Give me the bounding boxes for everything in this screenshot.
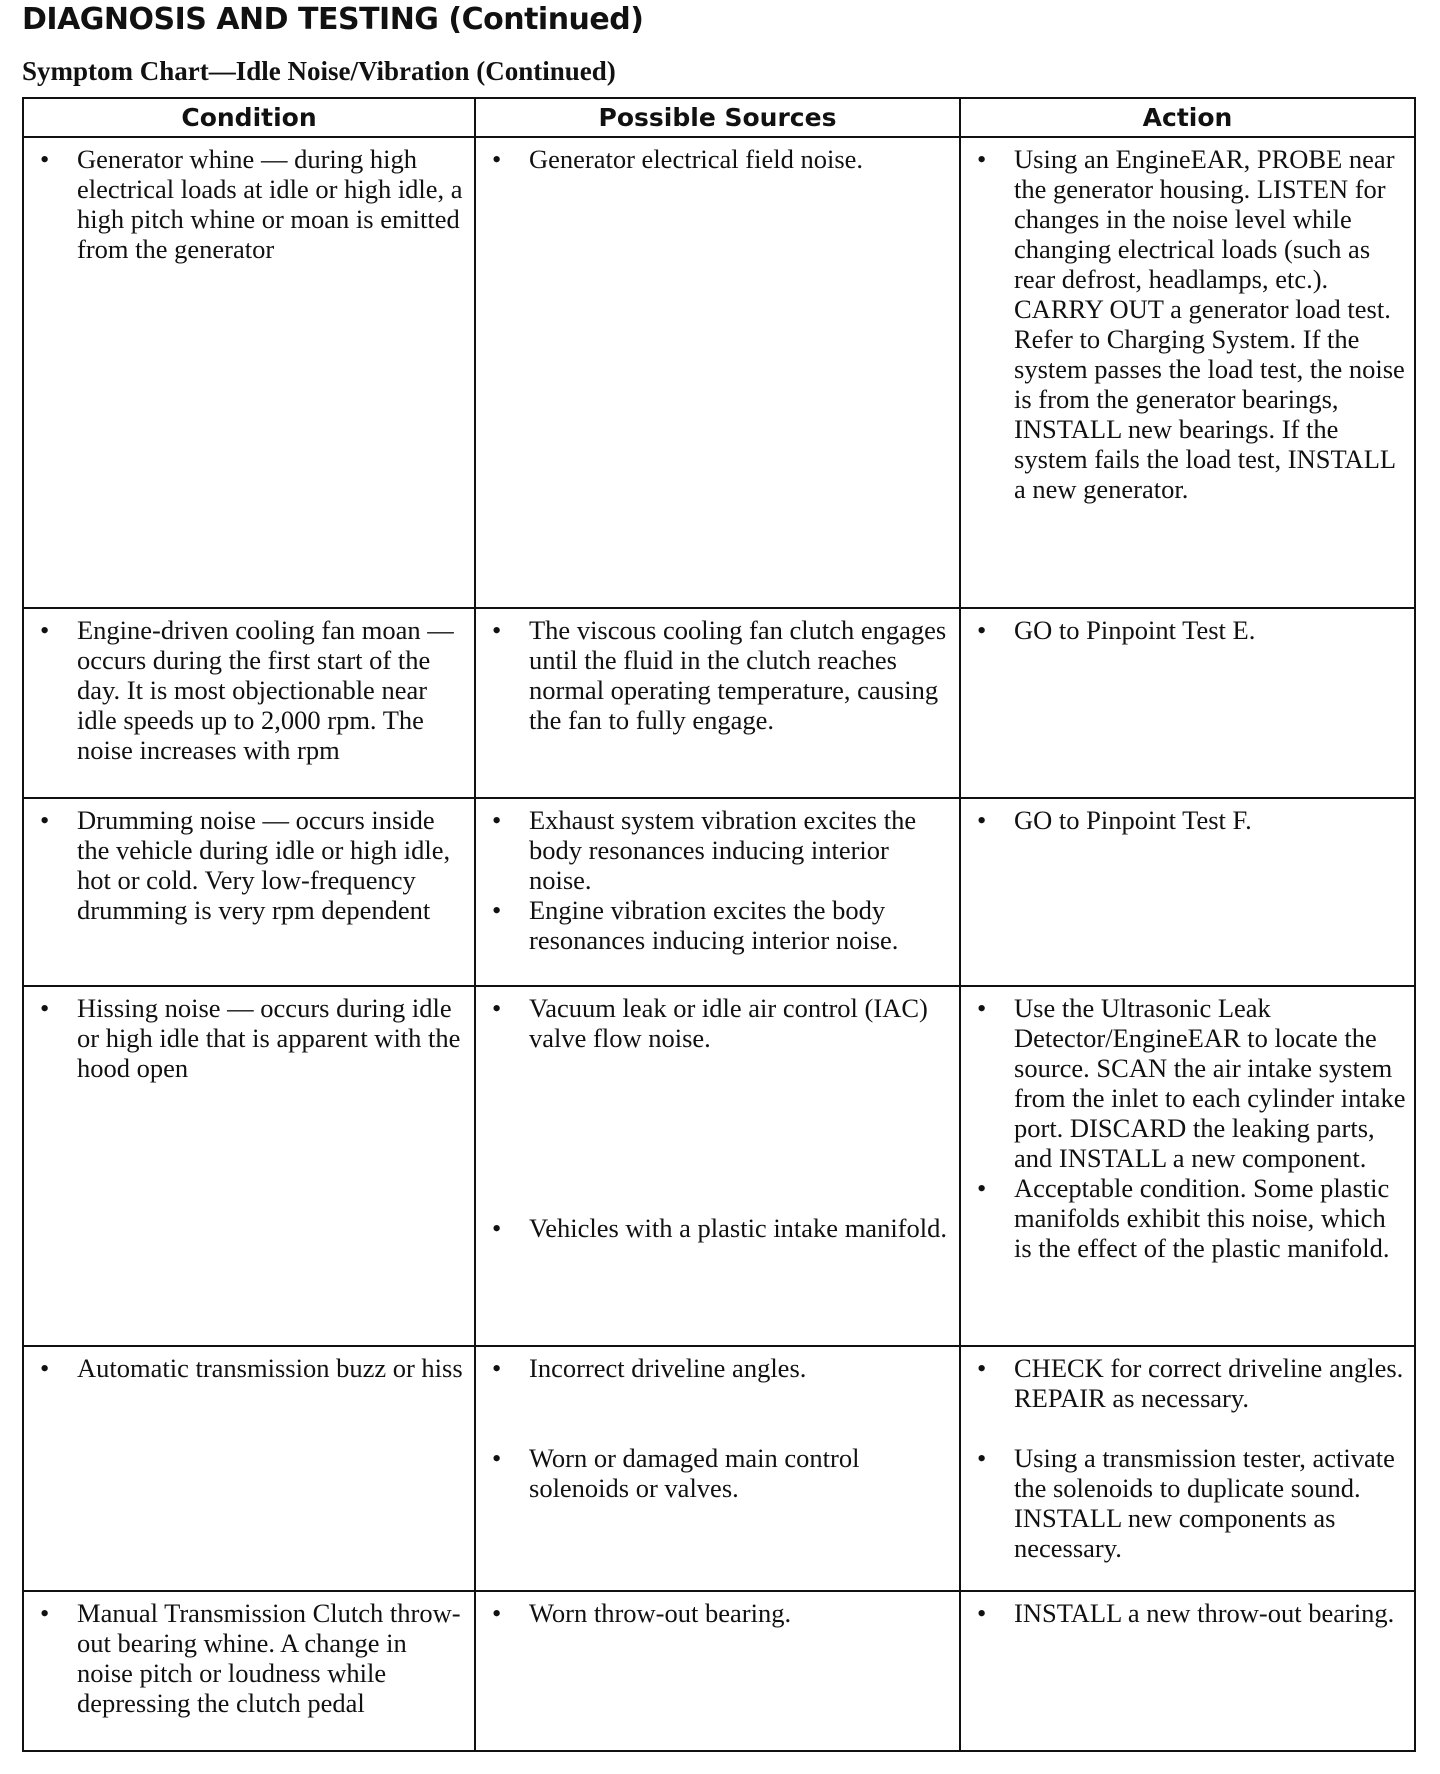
- source-item: • Worn or damaged main control solenoids or valves.: [484, 1443, 951, 1503]
- condition-text: • Manual Transmission Clutch throw-out bearing whine. A change in noise pitch or loudness while depressing the clutch pedal: [32, 1598, 466, 1718]
- action-cell: [960, 798, 1415, 986]
- action-item: • GO to Pinpoint Test E.: [969, 615, 1406, 645]
- sources-cell: [475, 137, 960, 608]
- action-cell: [960, 137, 1415, 608]
- table-row: [23, 608, 1415, 798]
- source-item: • Engine vibration excites the body resonances inducing interior noise.: [484, 895, 951, 955]
- table-row: [23, 137, 1415, 608]
- source-item: • Vacuum leak or idle air control (IAC) valve flow noise.: [484, 993, 951, 1053]
- header-possible-sources: Possible Sources: [475, 98, 960, 137]
- action-item: • CHECK for correct driveline angles. REPAIR as necessary.: [969, 1353, 1406, 1413]
- condition-text: • Generator whine — during high electrical loads at idle or high idle, a high pitch whine or moan is emitted from the generator: [32, 144, 466, 264]
- header-action: Action: [960, 98, 1415, 137]
- condition-cell: [23, 608, 475, 798]
- header-condition: Condition: [23, 98, 475, 137]
- table-row: [23, 1346, 1415, 1591]
- action-item: • Using an EngineEAR, PROBE near the generator housing. LISTEN for changes in the noise level while changing electrical loads (such as rear defrost, headlamps, etc.). CARRY OUT a generator load test. Refer to Charging System. If the system passes the load test, the noise is from the generator bearings, INSTALL new bearings. If the system fails the load test, INSTALL a new generator.: [969, 144, 1406, 504]
- table-row: [23, 1591, 1415, 1751]
- condition-text: • Engine-driven cooling fan moan — occurs during the first start of the day. It is most objectionable near idle speeds up to 2,000 rpm. The noise increases with rpm: [32, 615, 466, 765]
- condition-cell: [23, 137, 475, 608]
- condition-text: • Automatic transmission buzz or hiss: [32, 1353, 466, 1383]
- action-cell: [960, 1591, 1415, 1751]
- header-row: [23, 98, 1415, 137]
- symptom-chart: [22, 97, 1414, 1752]
- condition-cell: [23, 1591, 475, 1751]
- action-item: • GO to Pinpoint Test F.: [969, 805, 1406, 835]
- source-item: • Incorrect driveline angles.: [484, 1353, 951, 1383]
- action-item: • Use the Ultrasonic Leak Detector/EngineEAR to locate the source. SCAN the air intake system from the inlet to each cylinder intake port. DISCARD the leaking parts, and INSTALL a new component.: [969, 993, 1406, 1173]
- action-cell: [960, 1346, 1415, 1591]
- source-item: • Generator electrical field noise.: [484, 144, 951, 174]
- source-item: • Exhaust system vibration excites the body resonances inducing interior noise.: [484, 805, 951, 895]
- action-cell: [960, 986, 1415, 1346]
- condition-text: • Drumming noise — occurs inside the vehicle during idle or high idle, hot or cold. Very low-frequency drumming is very rpm dependent: [32, 805, 466, 925]
- sources-cell: [475, 1346, 960, 1591]
- symptom-table: [22, 97, 1416, 1752]
- source-item: • The viscous cooling fan clutch engages until the fluid in the clutch reaches normal operating temperature, causing the fan to fully engage.: [484, 615, 951, 735]
- action-cell: [960, 608, 1415, 798]
- action-item: • Using a transmission tester, activate the solenoids to duplicate sound. INSTALL new components as necessary.: [969, 1443, 1406, 1563]
- chart-title: Symptom Chart—Idle Noise/Vibration (Continued): [22, 56, 616, 86]
- table-row: [23, 986, 1415, 1346]
- sources-cell: [475, 608, 960, 798]
- source-item: • Vehicles with a plastic intake manifold.: [484, 1213, 951, 1243]
- sources-cell: [475, 798, 960, 986]
- action-item: • Acceptable condition. Some plastic manifolds exhibit this noise, which is the effect of the plastic manifold.: [969, 1173, 1406, 1263]
- table-row: [23, 798, 1415, 986]
- page-heading: DIAGNOSIS AND TESTING (Continued): [22, 2, 644, 37]
- condition-cell: [23, 986, 475, 1346]
- condition-cell: [23, 798, 475, 986]
- sources-cell: [475, 1591, 960, 1751]
- sources-cell: [475, 986, 960, 1346]
- action-item: • INSTALL a new throw-out bearing.: [969, 1598, 1406, 1628]
- condition-cell: [23, 1346, 475, 1591]
- source-item: • Worn throw-out bearing.: [484, 1598, 951, 1628]
- condition-text: • Hissing noise — occurs during idle or high idle that is apparent with the hood open: [32, 993, 466, 1083]
